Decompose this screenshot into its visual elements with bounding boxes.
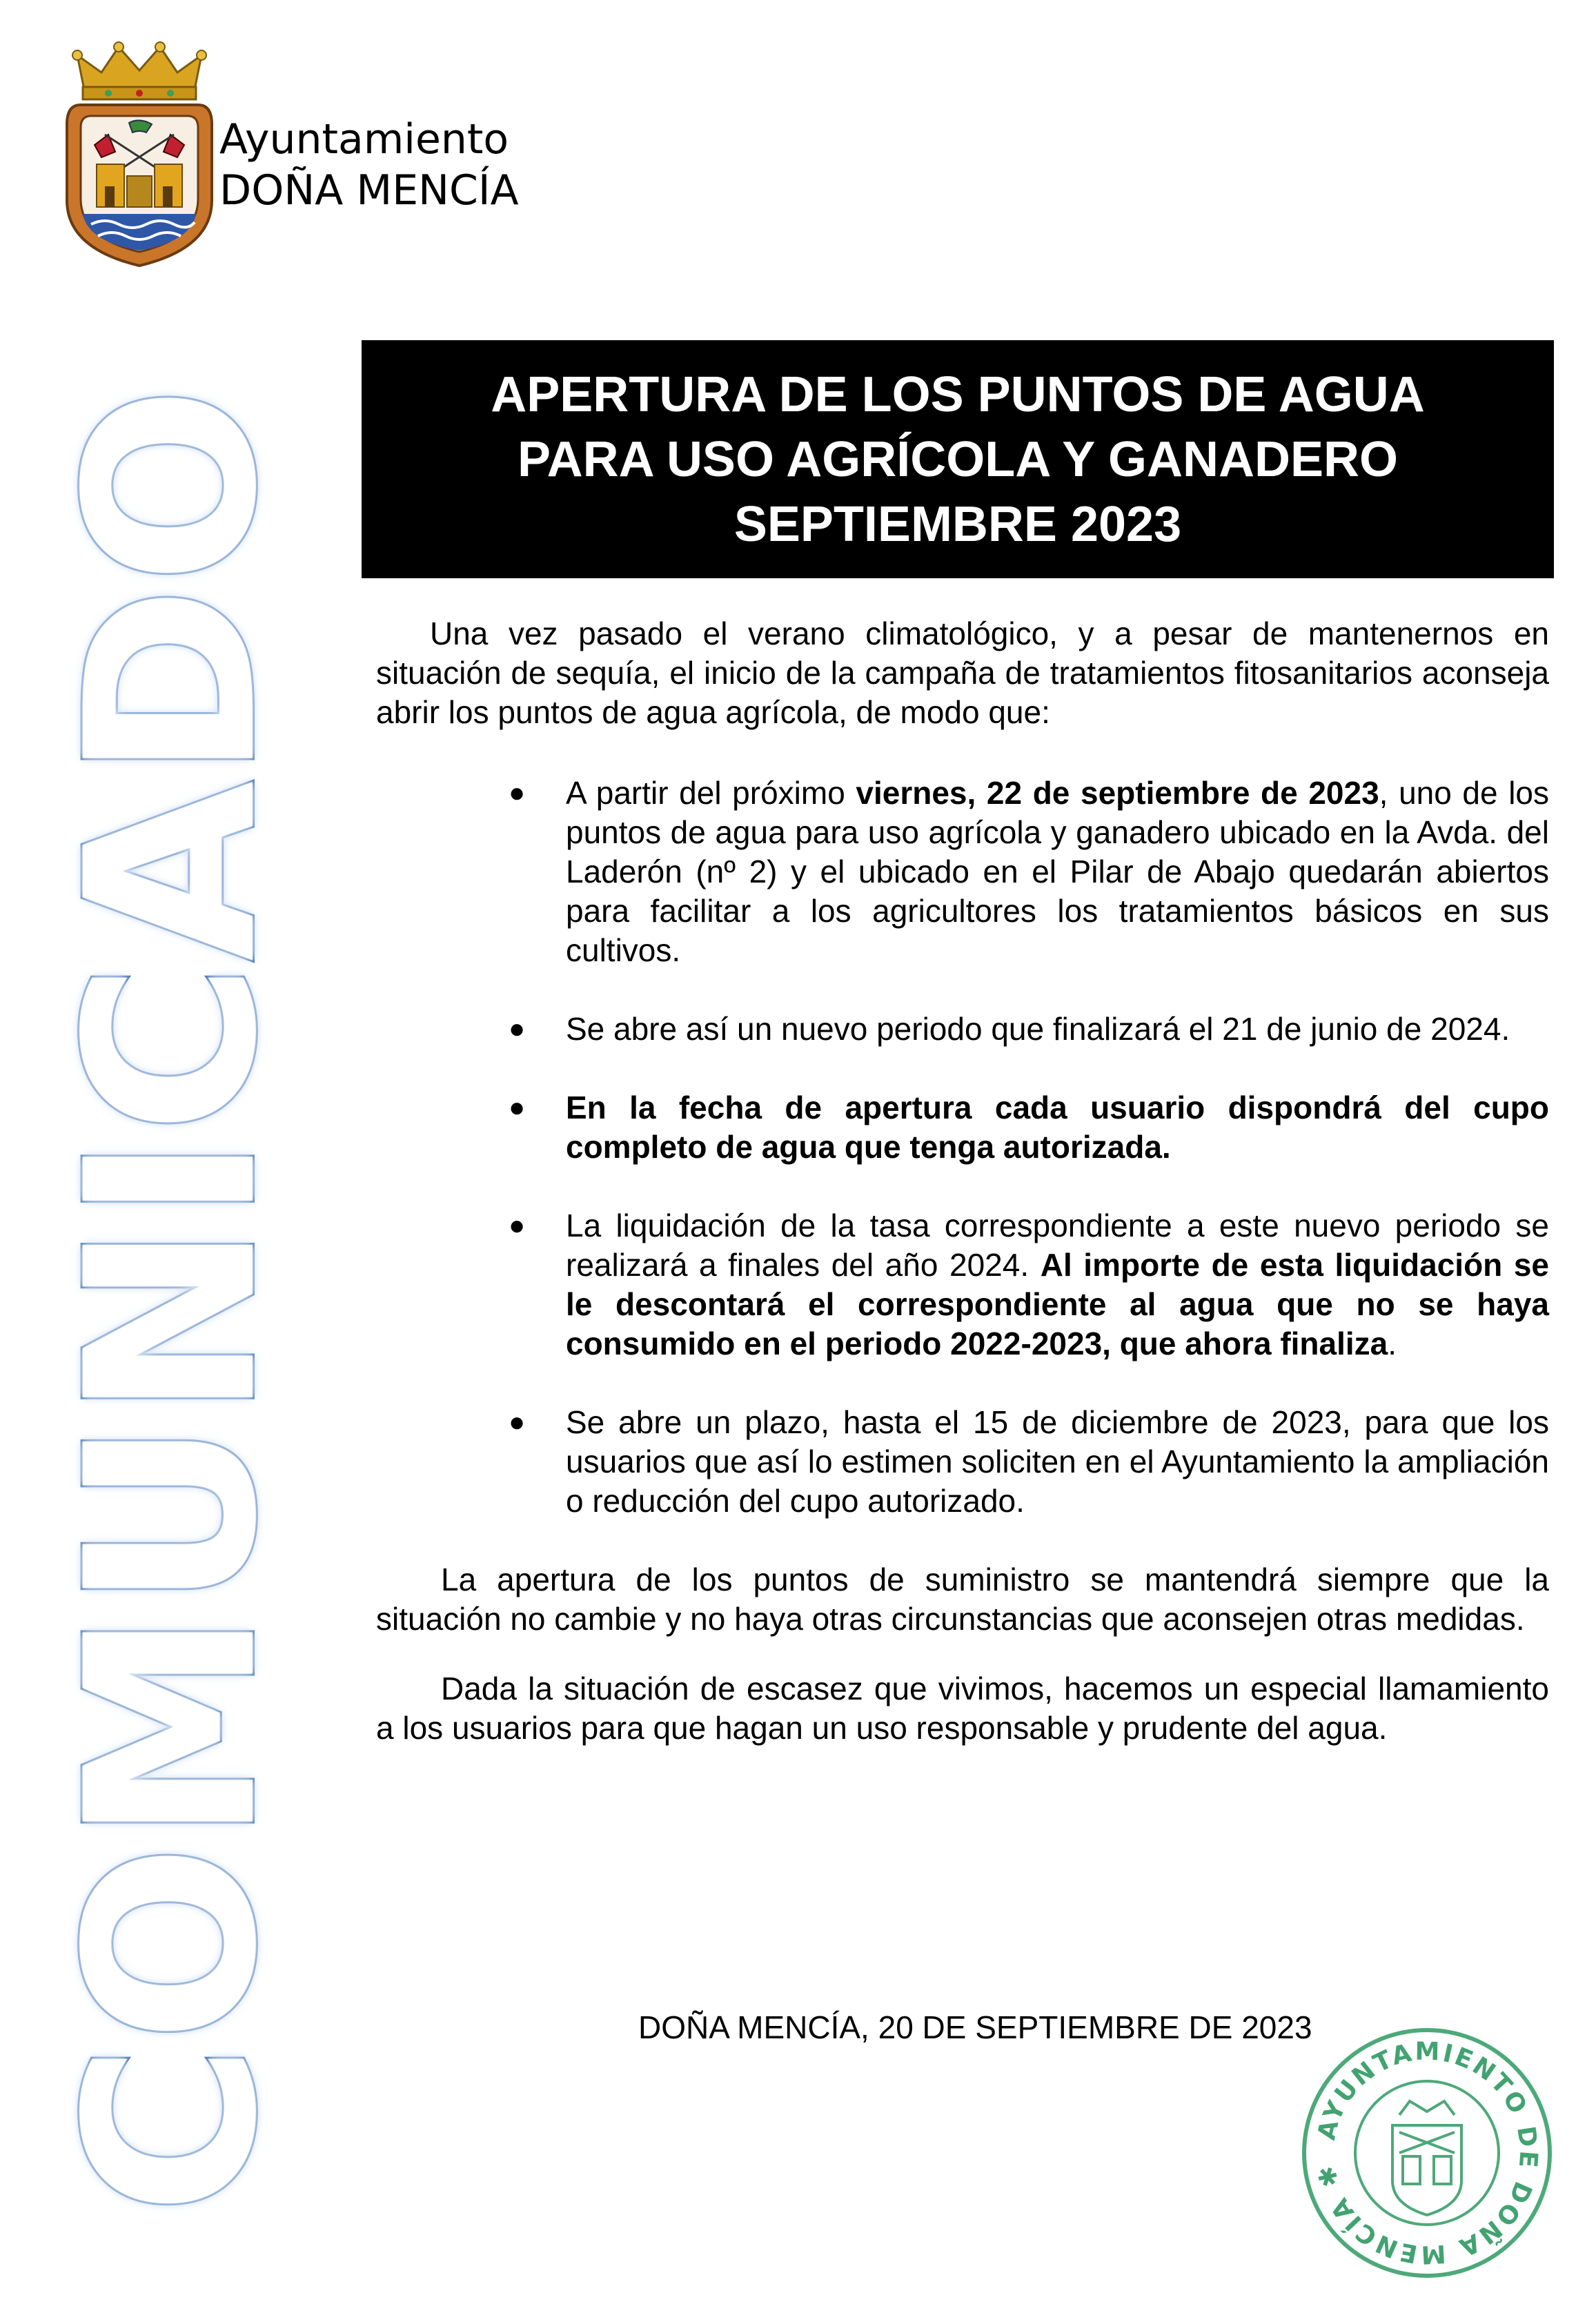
document-title <box>362 340 1554 578</box>
coat-of-arms-logo <box>63 41 215 269</box>
organization-line-2: DOÑA MENCÍA <box>219 166 519 215</box>
bullet-1-bold: viernes, 22 de septiembre de 2023 <box>856 775 1379 811</box>
crown-icon <box>72 42 206 99</box>
closing-paragraph-2: Dada la situación de escasez que vivimos, hacemos un especial llamamiento a los usuarios para que hagan un uso responsable y prudente del agua. <box>376 1671 1549 1746</box>
title-line-1: APERTURA DE LOS PUNTOS DE AGUA <box>491 366 1425 422</box>
bullet-icon: ● <box>509 1407 526 1437</box>
organization-name <box>219 114 519 216</box>
intro-paragraph: Una vez pasado el verano climatológico, y a pesar de mantenernos en situación de sequía, el inicio de la campaña de tratamientos fitosanitarios aconseja abrir los puntos de agua agrícola, de modo que: <box>376 616 1549 730</box>
list-item <box>376 774 1549 970</box>
title-line-2: PARA USO AGRÍCOLA Y GANADERO <box>517 431 1399 487</box>
closing-paragraph-1: La apertura de los puntos de suministro se mantendrá siempre que la situación no cambie y no haya otras circunstancias que aconsejen otras medidas. <box>376 1562 1549 1637</box>
bullet-icon: ● <box>509 1210 526 1241</box>
list-item <box>376 1403 1549 1521</box>
list-item <box>376 1206 1549 1364</box>
bullet-icon: ● <box>509 1092 526 1123</box>
organization-line-1: Ayuntamiento <box>219 115 509 164</box>
bullet-list <box>376 774 1549 1521</box>
official-stamp <box>1296 2022 1558 2284</box>
document-body <box>376 614 1549 1778</box>
stamp-seal-icon <box>1296 2022 1558 2284</box>
signature-date: DOÑA MENCÍA, 20 DE SEPTIEMBRE DE 2023 <box>638 2009 1312 2045</box>
bullet-2-text: Se abre así un nuevo periodo que finalizará el 21 de junio de 2024. <box>566 1011 1510 1047</box>
bullet-4-pre: La liquidación de la tasa correspondiente a este nuevo periodo se realizará a finales del año 2024. <box>566 1208 1549 1283</box>
bullet-3-bold: En la fecha de apertura cada usuario dispondrá del cupo completo de agua que tenga autorizada. <box>566 1090 1549 1165</box>
list-item <box>376 1088 1549 1167</box>
coat-of-arms-icon <box>63 41 215 269</box>
title-line-3: SEPTIEMBRE 2023 <box>733 496 1182 552</box>
bullet-icon: ● <box>509 778 526 808</box>
bullet-icon: ● <box>509 1014 526 1044</box>
bullet-5-text: Se abre un plazo, hasta el 15 de diciembre de 2023, para que los usuarios que así lo estimen soliciten en el Ayuntamiento la ampliación o reducción del cupo autorizado. <box>566 1404 1549 1519</box>
bullet-4-bold: Al importe de esta liquidación se le descontará el correspondiente al agua que no se haya consumido en el periodo 2022-2023, que ahora finaliza <box>566 1247 1550 1361</box>
bullet-1-post: , uno de los puntos de agua para uso agrícola y ganadero ubicado en la Avda. del Laderón (nº 2) y el ubicado en el Pilar de Abajo quedarán abiertos para facilitar a los agricultores los tratamientos básicos en sus cultivos. <box>566 775 1550 968</box>
bullet-4-post: . <box>1388 1326 1397 1361</box>
list-item <box>376 1010 1549 1049</box>
vertical-banner-word: COMUNICADO <box>36 384 308 2215</box>
svg-text:AYUNTAMIENTO DE DOÑA MENCÍA ✱: AYUNTAMIENTO DE DOÑA MENCÍA ✱ <box>1312 2037 1543 2269</box>
bullet-1-pre: A partir del próximo <box>566 775 856 811</box>
